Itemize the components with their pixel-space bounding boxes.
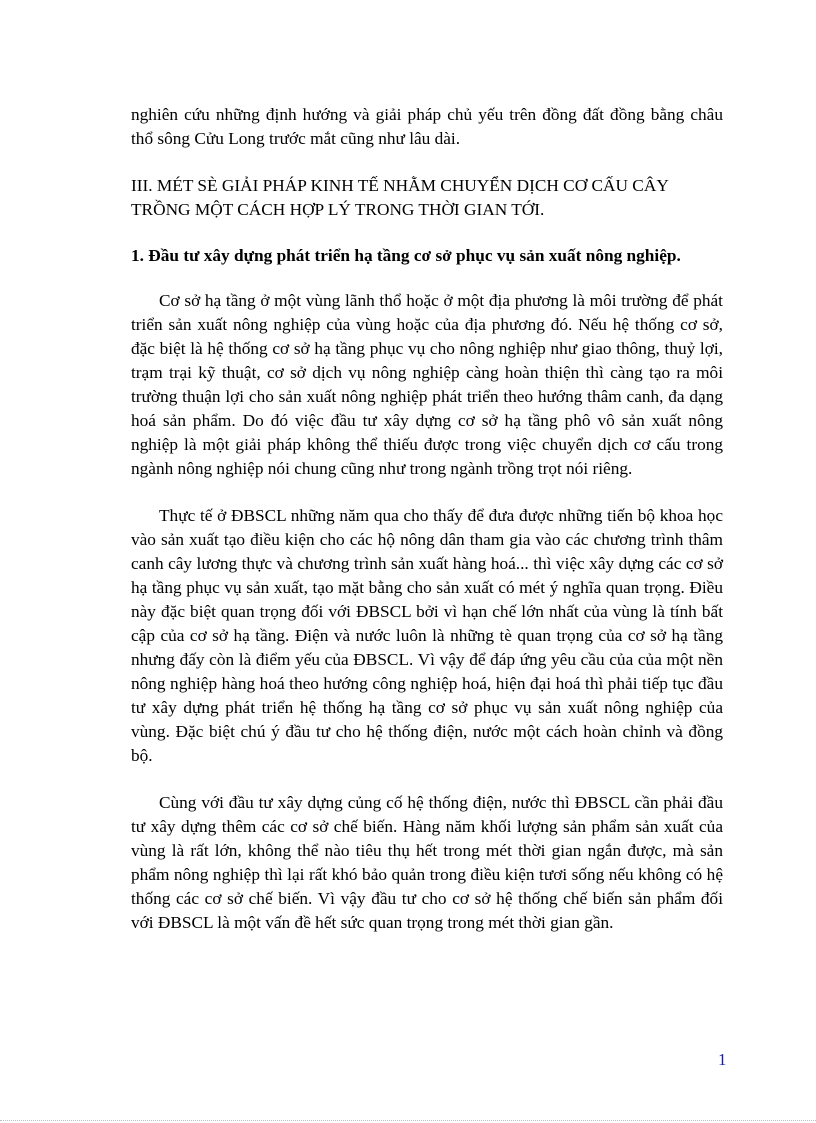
section-heading: III. MÉT SÈ GIẢI PHÁP KINH TẾ NHẰM CHUYỂN DỊCH CƠ CẤU CÂY TRỒNG MỘT CÁCH HỢP LÝ TRONG THỜI GIAN TỚI. xyxy=(131,176,669,219)
body-paragraph-2: Thực tế ở ĐBSCL những năm qua cho thấy để đưa được những tiến bộ khoa học vào sản xuất tạo điều kiện cho các hộ nông dân tham gia vào các chương trình thâm canh cây lương thực và chương trình sản xuất hàng hoá... thì việc xây dựng các cơ sở hạ tầng phục vụ sản xuất, tạo mặt bằng cho sản xuất có mét ý nghĩa quan trọng. Điều này đặc biệt quan trọng đối với ĐBSCL bởi vì hạn chế lớn nhất của vùng là tính bất cập của cơ sở hạ tầng. Điện và nước luôn là những tè quan trọng của cơ sở hạ tầng nhưng đấy còn là điểm yếu của ĐBSCL. Vì vậy để đáp ứng yêu cầu của của một nền nông nghiệp hàng hoá theo hướng công nghiệp hoá, hiện đại hoá thì phải tiếp tục đầu tư xây dựng phát triển hệ thống hạ tầng cơ sở phục vụ sản xuất nông nghiệp của vùng. Đặc biệt chú ý đầu tư cho hệ thống điện, nước một cách hoàn chỉnh và đồng bộ. xyxy=(131,506,723,765)
body-paragraph-3: Cùng với đầu tư xây dựng củng cố hệ thống điện, nước thì ĐBSCL cần phải đầu tư xây dựng thêm các cơ sở chế biến. Hàng năm khối lượng sản phẩm sản xuất của vùng là rất lớn, không thể nào tiêu thụ hết trong mét thời gian ngắn được, mà sản phẩm nông nghiệp thì lại rất khó bảo quản trong điều kiện tươi sống nếu không có hệ thống các cơ sở chế biến. Vì vậy đầu tư cho cơ sở hệ thống chế biến sản phẩm đối với ĐBSCL là một vấn đề hết sức quan trọng trong mét thời gian gần. xyxy=(131,793,723,932)
page-divider xyxy=(0,1120,816,1121)
body-paragraph-1: Cơ sở hạ tầng ở một vùng lãnh thổ hoặc ở một địa phương là môi trường để phát triển sản xuất nông nghiệp của vùng hoặc của địa phương đó. Nếu hệ thống cơ sở, đặc biệt là hệ thống cơ sở hạ tầng phục vụ cho nông nghiệp như giao thông, thuỷ lợi, trạm trại kỹ thuật, cơ sở dịch vụ nông nghiệp càng hoàn thiện thì càng tạo ra môi trường thuận lợi cho sản xuất nông nghiệp phát triển theo hướng thâm canh, đa dạng hoá sản phẩm. Do đó việc đầu tư xây dựng cơ sở hạ tầng phô vô sản xuất nông nghiệp là một giải pháp không thể thiếu được trong việc chuyển dịch cơ cấu trong ngành nông nghiệp nói chung cũng như trong ngành trồng trọt nói riêng. xyxy=(131,291,723,478)
sub-heading: 1. Đầu tư xây dựng phát triển hạ tầng cơ sở phục vụ sản xuất nông nghiệp. xyxy=(131,246,681,265)
intro-paragraph: nghiên cứu những định hướng và giải pháp chủ yếu trên đồng đất đồng bằng châu thổ sông Cửu Long trước mắt cũng như lâu dài. xyxy=(131,105,723,148)
document-page xyxy=(131,103,723,935)
page-number: 1 xyxy=(718,1050,727,1069)
